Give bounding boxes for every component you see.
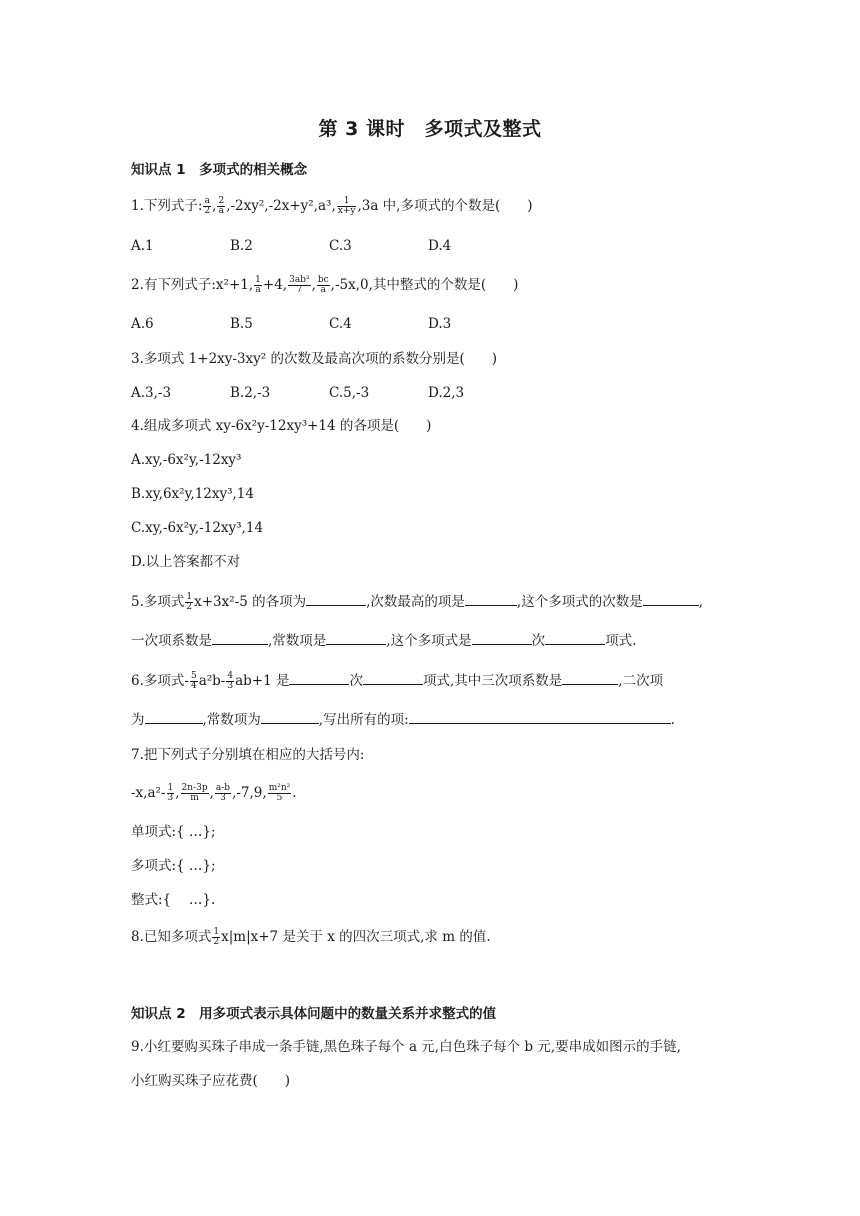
answer-blank[interactable] xyxy=(363,670,423,685)
question-3-options xyxy=(131,383,527,403)
option-a: A.1 xyxy=(131,238,154,254)
question-8: 8.已知多项式 $\frac{1}{2}$ x|m|x+7 是关于 x 的四次三项式,求 m 的值. xyxy=(131,927,491,947)
question-4-option-b: B.xy,6x²y,12xy³,14 xyxy=(131,486,254,502)
question-7-expressions: -x,a²- $\frac{1}{3}$ , $\frac{2n-3p}{m}$ , $\frac{a-b}{3}$ ,-7,9, $\frac{\text{m²n²}}{5}$ . xyxy=(131,783,297,803)
answer-blank[interactable] xyxy=(409,709,671,724)
question-5-line-1: 5.多项式 $\frac{1}{2}$ x+3x²-5 的各项为 ,次数最高的项是 ,这个多项式的次数是 , xyxy=(131,592,703,612)
question-4-option-d: D.以上答案都不对 xyxy=(131,554,241,570)
fraction: $\frac{2n-3p}{m}$ xyxy=(181,783,208,803)
fraction: $\frac{1}{3}$ xyxy=(167,783,174,803)
question-7-integral-expressions: 整式:{ …}. xyxy=(131,892,216,908)
question-6-line-1: 6.多项式- $\frac{5}{4}$ a²b- $\frac{4}{3}$ ab+1 是 次 项式,其中三次项系数是 ,二次项 xyxy=(131,671,664,691)
question-9-line-2: 小红购买珠子应花费( ) xyxy=(131,1073,291,1089)
option-d: D.2,3 xyxy=(428,385,465,401)
question-1-options xyxy=(131,236,527,256)
answer-blank[interactable] xyxy=(472,630,532,645)
fraction: $\frac{4}{3}$ xyxy=(227,671,234,691)
section-heading-1: 知识点 1 多项式的相关概念 xyxy=(131,162,308,178)
fraction: $\frac{5}{4}$ xyxy=(190,671,197,691)
option-d: D.4 xyxy=(428,238,452,254)
question-4-option-c: C.xy,-6x²y,-12xy³,14 xyxy=(131,520,264,536)
option-a: A.3,-3 xyxy=(131,385,172,401)
q2-suffix: ,-5x,0,其中整式的个数是( ) xyxy=(330,277,519,293)
question-4: 4.组成多项式 xy-6x²y-12xy³+14 的各项是( ) xyxy=(131,418,432,434)
option-c: C.4 xyxy=(329,316,352,332)
fraction: $\frac{a}{2}$ xyxy=(204,196,211,216)
question-5-line-2: 一次项系数是 ,常数项是 ,这个多项式是 次 项式. xyxy=(131,630,636,651)
answer-blank[interactable] xyxy=(643,591,699,606)
question-9-line-1: 9.小红要购买珠子串成一条手链,黑色珠子每个 a 元,白色珠子每个 b 元,要串成如图示的手链, xyxy=(131,1039,681,1055)
q2-prefix: 2.有下列式子:x²+1, xyxy=(131,277,254,293)
option-a: A.6 xyxy=(131,316,154,332)
answer-blank[interactable] xyxy=(326,630,386,645)
fraction: $\frac{\text{m²n²}}{5}$ xyxy=(268,783,291,803)
fraction: $\frac{1}{2}$ xyxy=(213,927,220,947)
question-1: 1.下列式子: $\frac{a}{2}$ , $\frac{2}{a}$ ,-2xy²,-2x+y²,a³, $\frac{1}{x+y}$ ,3a 中,多项式的个数是( ) xyxy=(131,196,533,216)
question-7-monomials: 单项式:{ …}; xyxy=(131,824,216,840)
fraction: $\frac{bc}{a}$ xyxy=(317,275,329,295)
question-7-polynomials: 多项式:{ …}; xyxy=(131,858,216,874)
question-6-line-2: 为 ,常数项为 ,写出所有的项: . xyxy=(131,709,675,730)
answer-blank[interactable] xyxy=(289,670,349,685)
answer-blank[interactable] xyxy=(562,670,618,685)
fraction: $\frac{a-b}{3}$ xyxy=(215,783,231,803)
fraction: $\frac{\text{3ab²}}{7}$ xyxy=(289,275,310,295)
q2-mid: +4, xyxy=(262,277,288,293)
q1-prefix: 1.下列式子: xyxy=(131,198,203,214)
fraction: $\frac{2}{a}$ xyxy=(218,196,225,216)
option-b: B.2 xyxy=(230,238,253,254)
question-2: 2.有下列式子:x²+1, $\frac{1}{a}$ +4, $\frac{\text{3ab²}}{7}$ , $\frac{bc}{a}$ ,-5x,0,其中整式的个数是( ) xyxy=(131,275,519,295)
q1-mid: ,-2xy²,-2x+y²,a³, xyxy=(226,198,336,214)
section-heading-2: 知识点 2 用多项式表示具体问题中的数量关系并求整式的值 xyxy=(131,1006,497,1022)
question-4-option-a: A.xy,-6x²y,-12xy³ xyxy=(131,452,242,468)
option-d: D.3 xyxy=(428,316,452,332)
question-7: 7.把下列式子分别填在相应的大括号内: xyxy=(131,747,365,763)
answer-blank[interactable] xyxy=(212,630,268,645)
option-c: C.5,-3 xyxy=(329,385,370,401)
answer-blank[interactable] xyxy=(261,709,319,724)
fraction: $\frac{1}{2}$ xyxy=(186,592,193,612)
fraction: $\frac{1}{a}$ xyxy=(255,275,261,295)
question-3: 3.多项式 1+2xy-3xy² 的次数及最高次项的系数分别是( ) xyxy=(131,351,498,367)
question-2-options xyxy=(131,314,527,334)
answer-blank[interactable] xyxy=(465,591,517,606)
fraction: $\frac{1}{x+y}$ xyxy=(337,196,356,216)
page-title: 第 3 课时 多项式及整式 xyxy=(318,118,542,140)
answer-blank[interactable] xyxy=(545,630,605,645)
answer-blank[interactable] xyxy=(306,591,366,606)
option-b: B.5 xyxy=(230,316,253,332)
option-c: C.3 xyxy=(329,238,352,254)
q1-suffix: ,3a 中,多项式的个数是( ) xyxy=(357,198,533,214)
answer-blank[interactable] xyxy=(145,709,203,724)
option-b: B.2,-3 xyxy=(230,385,271,401)
